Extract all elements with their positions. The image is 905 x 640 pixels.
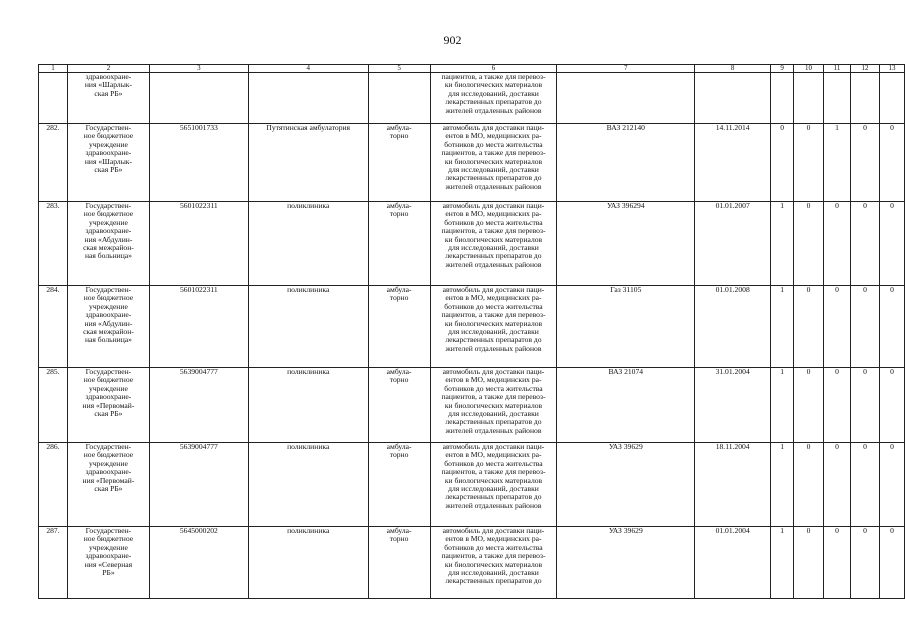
vehicle-model: УАЗ 39629 [608,526,643,535]
row-number: 283. [46,201,60,210]
row-number: 284. [46,285,60,294]
header-cell: 11 [824,65,851,73]
header-cell: 10 [794,65,824,73]
header-cell: 13 [879,65,904,73]
inn-code: 5601022311 [180,285,218,294]
org-name: Государствен- ное бюджетное учреждение здравоохране- ния «Абдулин- ская межрайон- ная больница» [83,201,134,261]
count-cell: 0 [806,526,811,535]
count-cell: 1 [835,123,839,132]
vehicle-model: УАЗ 39629 [608,442,643,451]
count-cell: 0 [890,367,894,376]
care-type: амбула- торно [386,201,412,219]
unit-name: поликлиника [287,201,330,210]
header-cell: 12 [850,65,879,73]
date: 31.01.2004 [715,367,750,376]
row-number: 286. [46,442,60,451]
purpose: пациентов, а также для перевоз- ки биологических материалов для исследований, доставки лекарственных препаратов до жителей отдаленных районов [441,72,546,115]
header-cell: 9 [771,65,794,73]
count-cell: 0 [806,123,811,132]
org-name: Государствен- ное бюджетное учреждение здравоохране- ния «Первомай- ская РБ» [82,442,135,494]
header-row [39,65,905,73]
count-cell: 0 [863,285,867,294]
count-cell: 1 [780,201,784,210]
purpose: автомобиль для доставки паци- ентов в МО, медицинских ра- ботников до места жительства пациентов, а также для перевоз- ки биологических материалов для исследований, доставки лекарственных препаратов до жителей отдаленных районов [441,123,546,191]
care-type: амбула- торно [386,285,412,303]
count-cell: 0 [863,367,867,376]
org-name: здравоохране- ния «Шарлык- ская РБ» [84,72,133,98]
purpose: автомобиль для доставки паци- ентов в МО, медицинских ра- ботников до места жительства пациентов, а также для перевоз- ки биологических материалов для исследований, доставки лекарственных препаратов до жителей отдаленных районов [441,367,546,435]
vehicle-model: ВАЗ 212140 [606,123,645,132]
vehicle-model: УАЗ 396294 [606,201,645,210]
header-cell: 4 [248,65,368,73]
count-cell: 1 [780,526,784,535]
purpose: автомобиль для доставки паци- ентов в МО, медицинских ра- ботников до места жительства пациентов, а также для перевоз- ки биологических материалов для исследований, доставки лекарственных препаратов до жителей отдаленных районов [441,442,546,510]
inn-code: 5651001733 [179,123,218,132]
table-row [39,527,905,599]
table-row [39,124,905,202]
org-name: Государствен- ное бюджетное учреждение здравоохране- ния «Абдулин- ская межрайон- ная больница» [83,285,134,345]
care-type: амбула- торно [386,367,412,385]
count-cell: 0 [806,442,811,451]
care-type: амбула- торно [386,442,412,460]
count-cell: 0 [806,285,811,294]
purpose: автомобиль для доставки паци- ентов в МО, медицинских ра- ботников до места жительства пациентов, а также для перевоз- ки биологических материалов для исследований, доставки лекарственных препаратов до [441,526,546,586]
date: 14.11.2014 [715,123,750,132]
date: 01.01.2008 [715,285,750,294]
vehicle-table [38,64,905,599]
count-cell: 1 [780,367,784,376]
care-type: амбула- торно [386,123,412,141]
care-type: амбула- торно [386,526,412,544]
row-number: 285. [46,367,60,376]
org-name: Государствен- ное бюджетное учреждение здравоохране- ния «Первомай- ская РБ» [82,367,135,419]
header-cell: 1 [39,65,68,73]
date: 01.01.2007 [715,201,750,210]
count-cell: 0 [780,123,784,132]
unit-name: поликлиника [287,442,330,451]
vehicle-model: Газ 31105 [610,285,642,294]
count-cell: 0 [890,201,894,210]
unit-name: Путятинская амбулатория [266,123,351,132]
unit-name: поликлиника [287,367,330,376]
date: 18.11.2004 [715,442,750,451]
header-cell: 7 [557,65,695,73]
inn-code: 5639004777 [179,442,218,451]
org-name: Государствен- ное бюджетное учреждение здравоохране- ния «Шарлык- ская РБ» [83,123,134,175]
date: 01.01.2004 [715,526,750,535]
count-cell: 0 [863,201,867,210]
inn-code: 5645000202 [179,526,218,535]
count-cell: 1 [780,442,784,451]
purpose: автомобиль для доставки паци- ентов в МО, медицинских ра- ботников до места жительства пациентов, а также для перевоз- ки биологических материалов для исследований, доставки лекарственных препаратов до жителей отдаленных районов [441,201,546,269]
table-row [39,202,905,286]
row-number: 282. [46,123,60,132]
row-number: 287. [46,526,60,535]
table-row [39,286,905,368]
header-cell: 8 [695,65,771,73]
count-cell: 0 [890,526,894,535]
header-cell: 6 [430,65,557,73]
count-cell: 0 [835,526,839,535]
count-cell: 0 [863,442,867,451]
count-cell: 0 [835,442,839,451]
count-cell: 0 [890,442,894,451]
header-cell: 2 [67,65,149,73]
page-number: 902 [443,33,462,47]
count-cell: 0 [863,123,867,132]
count-cell: 0 [890,123,894,132]
continuation-row [39,73,905,124]
org-name: Государствен- ное бюджетное учреждение здравоохране- ния «Северная РБ» [83,526,134,578]
header-cell: 5 [368,65,430,73]
count-cell: 0 [806,201,811,210]
inn-code: 5639004777 [179,367,218,376]
count-cell: 0 [835,201,839,210]
unit-name: поликлиника [287,285,330,294]
table-row [39,443,905,527]
count-cell: 0 [806,367,811,376]
inn-code: 5601022311 [180,201,218,210]
unit-name: поликлиника [287,526,330,535]
count-cell: 1 [780,285,784,294]
count-cell: 0 [863,526,867,535]
count-cell: 0 [890,285,894,294]
header-cell: 3 [149,65,248,73]
table-row [39,368,905,443]
purpose: автомобиль для доставки паци- ентов в МО, медицинских ра- ботников до места жительства пациентов, а также для перевоз- ки биологических материалов для исследований, доставки лекарственных препаратов до жителей отдаленных районов [441,285,546,353]
count-cell: 0 [835,285,839,294]
count-cell: 0 [835,367,839,376]
vehicle-model: ВАЗ 21074 [608,367,644,376]
